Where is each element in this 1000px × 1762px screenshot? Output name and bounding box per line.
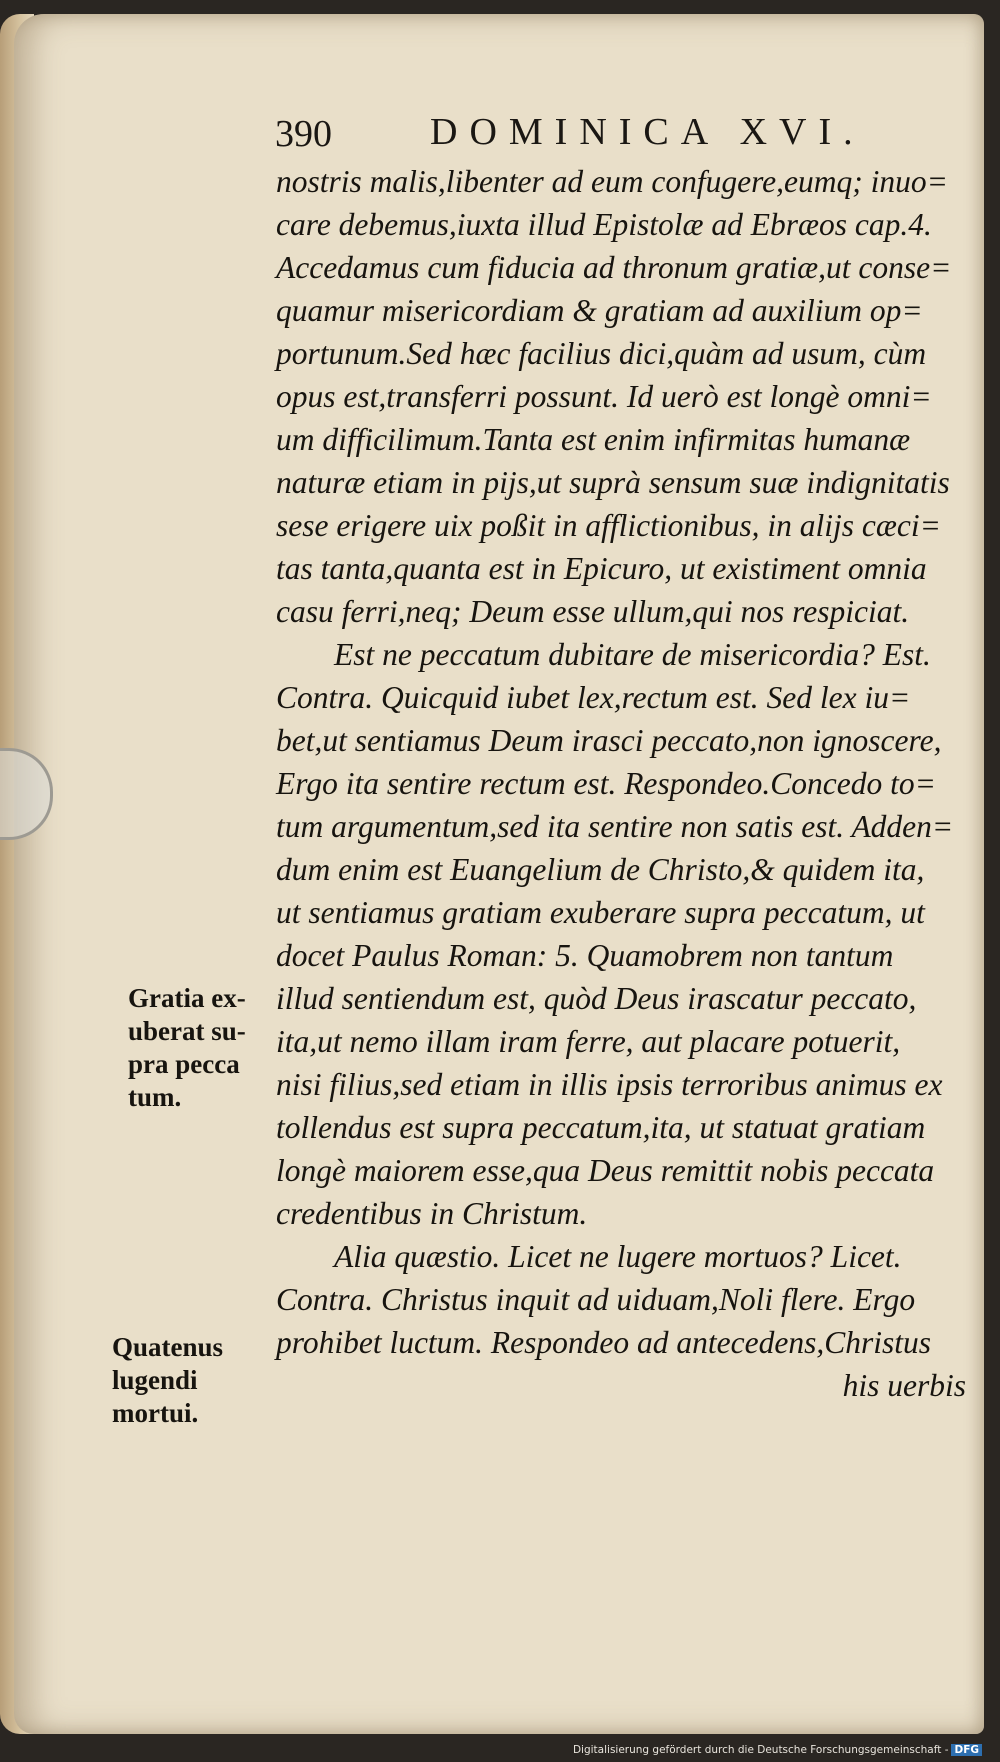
page-header bbox=[275, 100, 940, 160]
text-line: opus est,transferri possunt. Id uerò est longè omni= bbox=[276, 379, 932, 414]
catchword: his uerbis bbox=[842, 1368, 966, 1403]
text-line: quamur misericordiam & gratiam ad auxilium op= bbox=[276, 293, 923, 328]
text-line: tollendus est supra peccatum,ita, ut statuat gratiam bbox=[276, 1110, 926, 1145]
text-line: tum argumentum,sed ita sentire non satis est. Adden= bbox=[276, 809, 954, 844]
marginal-line: lugendi bbox=[112, 1365, 198, 1395]
marginal-note-gratia bbox=[128, 982, 246, 1114]
text-line: Contra. Quicquid iubet lex,rectum est. Sed lex iu= bbox=[276, 680, 911, 715]
text-line: Contra. Christus inquit ad uiduam,Noli flere. Ergo bbox=[276, 1282, 916, 1317]
digitization-credit bbox=[573, 1744, 982, 1756]
text-line: bet,ut sentiamus Deum irasci peccato,non ignoscere, bbox=[276, 723, 942, 758]
marginal-line: tum. bbox=[128, 1082, 182, 1112]
text-line: ut sentiamus gratiam exuberare supra peccatum, ut bbox=[276, 895, 925, 930]
text-line: care debemus,iuxta illud Epistolæ ad Ebræos cap.4. bbox=[276, 207, 932, 242]
text-line: credentibus in Christum. bbox=[276, 1196, 588, 1231]
marginal-line: Gratia ex- bbox=[128, 983, 246, 1013]
marginal-line: uberat su- bbox=[128, 1016, 246, 1046]
main-text bbox=[276, 160, 976, 1407]
text-line: tas tanta,quanta est in Epicuro, ut existiment omnia bbox=[276, 551, 927, 586]
text-line: Accedamus cum fiducia ad thronum gratiæ,ut conse= bbox=[276, 250, 952, 285]
text-line: longè maiorem esse,qua Deus remittit nobis peccata bbox=[276, 1153, 935, 1188]
credit-text: Digitalisierung gefördert durch die Deutsche Forschungsgemeinschaft - bbox=[572, 1744, 949, 1756]
text-line: um difficilimum.Tanta est enim infirmitas humanæ bbox=[276, 422, 911, 457]
text-line: ita,ut nemo illam iram ferre, aut placare potuerit, bbox=[276, 1024, 901, 1059]
text-line: portunum.Sed hæc facilius dici,quàm ad usum, cùm bbox=[276, 336, 927, 371]
text-line: docet Paulus Roman: 5. Quamobrem non tantum bbox=[276, 938, 894, 973]
text-line: nostris malis,libenter ad eum confugere,eumq; inuo= bbox=[276, 164, 948, 199]
marginal-line: mortui. bbox=[112, 1398, 199, 1428]
text-line: Alia quæstio. Licet ne lugere mortuos? Licet. bbox=[334, 1239, 902, 1274]
marginal-line: Quatenus bbox=[112, 1332, 224, 1362]
text-line: casu ferri,neq; Deum esse ullum,qui nos respiciat. bbox=[276, 594, 910, 629]
running-title: DOMINICA XVI. bbox=[430, 111, 865, 153]
text-line: naturæ etiam in pijs,ut suprà sensum suæ indignitatis bbox=[276, 465, 950, 500]
text-line: Ergo ita sentire rectum est. Respondeo.Concedo to= bbox=[276, 766, 936, 801]
text-line: dum enim est Euangelium de Christo,& quidem ita, bbox=[276, 852, 925, 887]
page-number: 390 bbox=[275, 113, 332, 155]
marginal-line: pra pecca bbox=[128, 1049, 240, 1079]
dfg-logo: DFG bbox=[951, 1744, 982, 1756]
marginal-note-quatenus bbox=[112, 1331, 223, 1430]
text-line: prohibet luctum. Respondeo ad antecedens,Christus bbox=[276, 1325, 931, 1360]
text-line: Est ne peccatum dubitare de misericordia? Est. bbox=[334, 637, 931, 672]
text-line: illud sentiendum est, quòd Deus irascatur peccato, bbox=[276, 981, 917, 1016]
text-line: nisi filius,sed etiam in illis ipsis terroribus animus ex bbox=[276, 1067, 943, 1102]
text-line: sese erigere uix poßit in afflictionibus, in alijs cæci= bbox=[276, 508, 941, 543]
